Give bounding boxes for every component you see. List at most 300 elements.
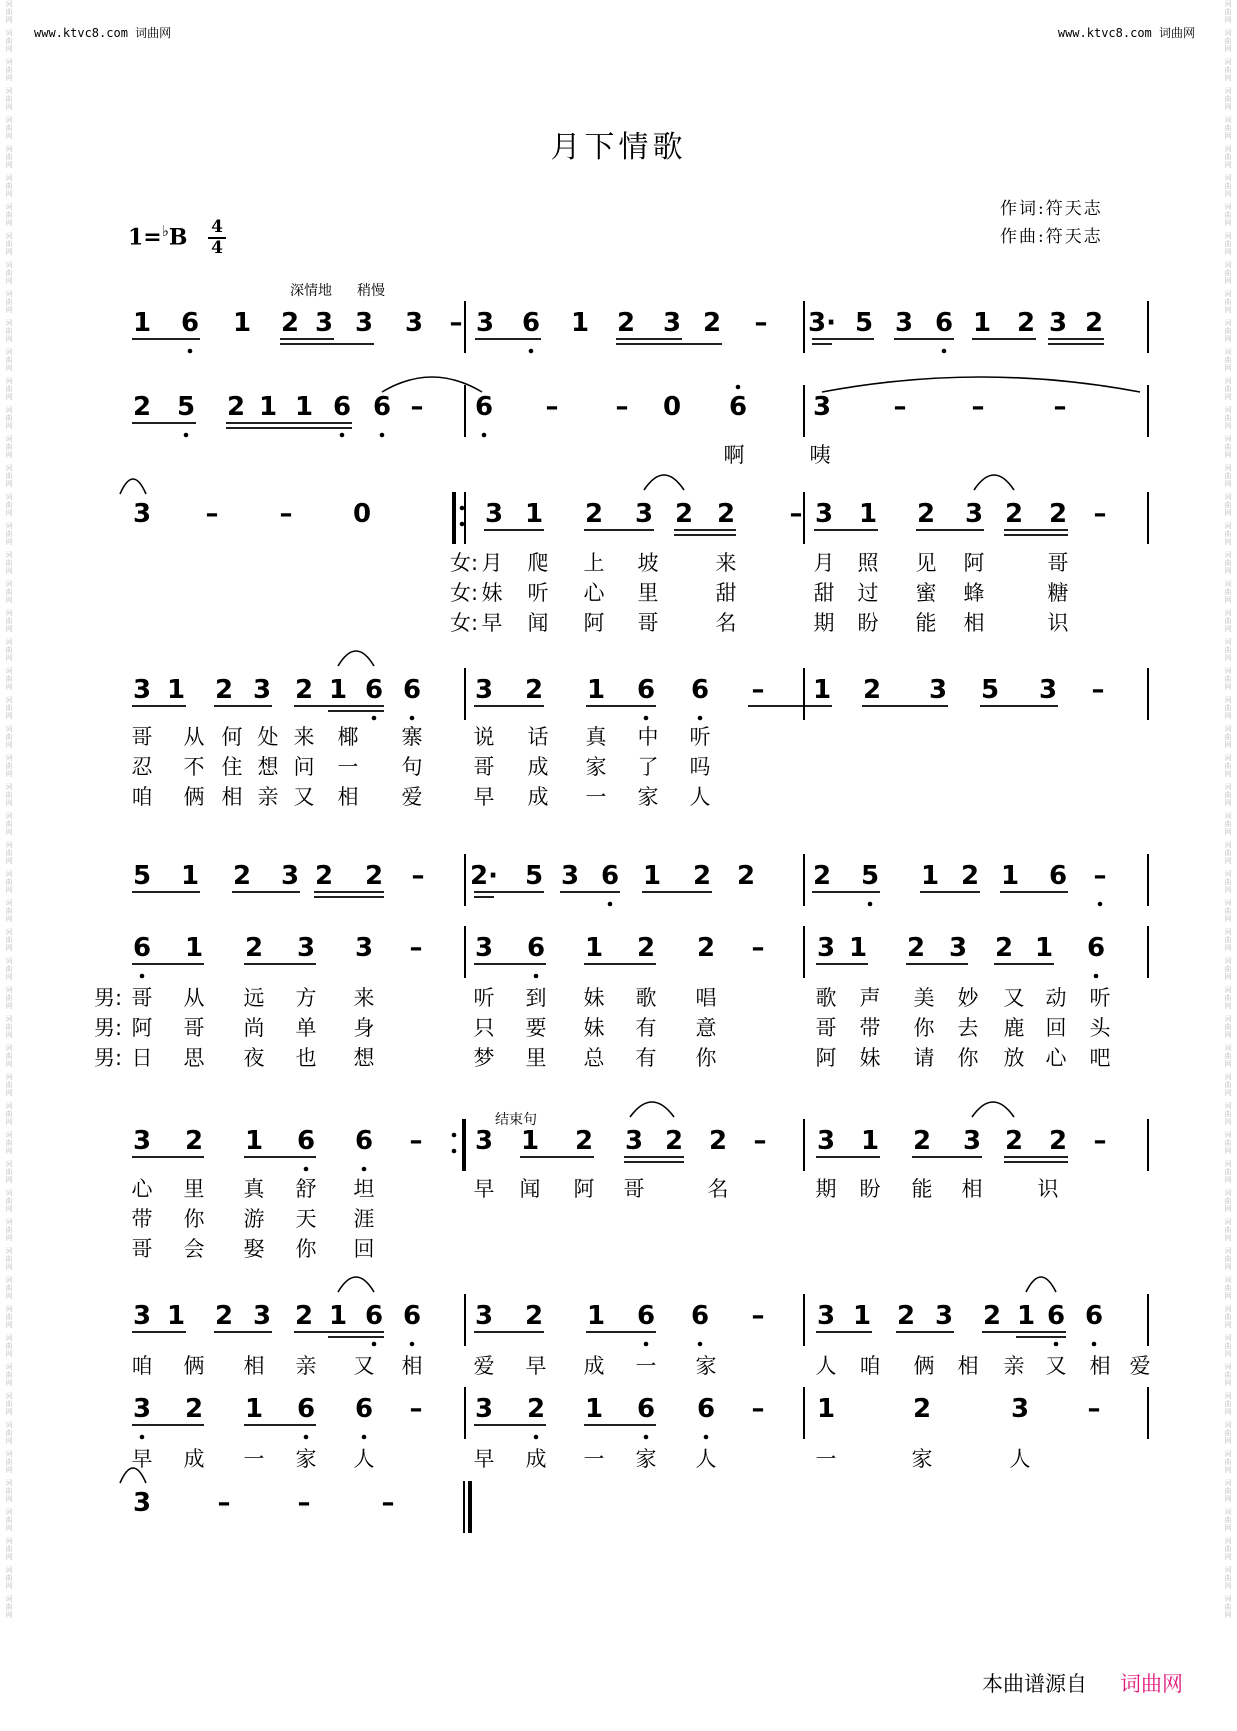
note-1: 1 [584, 933, 604, 963]
watermark-text: 词 曲 网 [5, 551, 13, 575]
note-6: 6 [1086, 933, 1106, 963]
watermark-text: 词 曲 网 [5, 986, 13, 1010]
watermark-text: 词 曲 网 [1224, 696, 1232, 720]
lyric-char: 听 [689, 725, 711, 749]
note-1: 1 [586, 675, 606, 705]
lower-octave-dot [410, 1342, 415, 1347]
note-6: 6 [690, 675, 710, 705]
lyricist-credit: 作词:符天志 [1000, 199, 1103, 219]
note-6: 6 [934, 308, 954, 338]
lyric-char: 家 [637, 785, 659, 809]
watermark-text: 词 曲 网 [1224, 1566, 1232, 1590]
meter-top: 4 [211, 217, 223, 237]
note-6: 6 [728, 392, 748, 422]
lyric-char: 相 [401, 1354, 423, 1378]
lower-octave-dot [1098, 902, 1103, 907]
note-2: 2 [1048, 1126, 1068, 1156]
lyric-char: 一 [337, 755, 359, 779]
lyric-char: 听 [1089, 986, 1111, 1010]
lower-octave-dot [362, 1435, 367, 1440]
lower-octave-dot [340, 433, 345, 438]
note-1: 1 [166, 675, 186, 705]
note-3: 3 [132, 675, 152, 705]
watermark-text: 词 曲 网 [1224, 1276, 1232, 1300]
watermark-text: 词 曲 网 [1224, 232, 1232, 256]
watermark-text: 词 曲 网 [5, 783, 13, 807]
watermark-text: 词 曲 网 [1224, 116, 1232, 140]
lyric-char: 唱 [695, 986, 717, 1010]
note-2: 2 [862, 675, 882, 705]
lyric-char: 住 [221, 755, 243, 779]
lower-octave-dot [868, 902, 873, 907]
watermark-text: 词 曲 网 [5, 435, 13, 459]
watermark-text: 词 曲 网 [5, 116, 13, 140]
note-0: 0 [662, 392, 682, 422]
note-dash: – [409, 933, 423, 963]
note-2: 2 [184, 1126, 204, 1156]
watermark-text: 词 曲 网 [1224, 58, 1232, 82]
composer-credit: 作曲:符天志 [1000, 227, 1103, 247]
note-2: 2 [314, 861, 334, 891]
note-6: 6 [474, 392, 494, 422]
lower-octave-dot [140, 974, 145, 979]
note-dash: – [217, 1488, 231, 1518]
lyric-char: 里 [637, 581, 659, 605]
note-2: 2 [692, 861, 712, 891]
lyric-char: 哥 [623, 1177, 645, 1201]
lyric-char: 坡 [637, 551, 659, 575]
watermark-text: 词 曲 网 [5, 290, 13, 314]
lyric-char: 舒 [295, 1177, 317, 1201]
note-dash: – [1091, 675, 1105, 705]
note-6: 6 [354, 1126, 374, 1156]
lyric-char: 男: [93, 1046, 123, 1070]
lower-octave-dot [534, 974, 539, 979]
note-dash: – [1053, 392, 1067, 422]
lyric-char: 游 [243, 1207, 265, 1231]
note-6: 6 [332, 392, 352, 422]
lyric-char: 说 [473, 725, 495, 749]
note-5: 5 [860, 861, 880, 891]
lower-octave-dot [482, 433, 487, 438]
lower-octave-dot [304, 1435, 309, 1440]
note-5: 5 [854, 308, 874, 338]
note-1: 1 [816, 1394, 836, 1424]
watermark-text: 词 曲 网 [5, 145, 13, 169]
lower-octave-dot [644, 1342, 649, 1347]
watermark-text: 词 曲 网 [5, 174, 13, 198]
note-1: 1 [180, 861, 200, 891]
lyric-char: 识 [1047, 611, 1069, 635]
note-2: 2 [1016, 308, 1036, 338]
lyric-char: 爬 [527, 551, 549, 575]
note-dash: – [1087, 1394, 1101, 1424]
lyric-char: 回 [353, 1237, 375, 1261]
note-2: 2 [280, 308, 300, 338]
lyric-char: 妹 [583, 986, 605, 1010]
lyric-char: 会 [183, 1237, 205, 1261]
watermark-text: 词 曲 网 [5, 464, 13, 488]
lyric-char: 里 [183, 1177, 205, 1201]
watermark-text: 词 曲 网 [1224, 1363, 1232, 1387]
lyric-char: 爱 [473, 1354, 495, 1378]
note-5: 5 [132, 861, 152, 891]
lyric-char: 鹿 [1003, 1016, 1025, 1040]
note-2: 2 [1048, 499, 1068, 529]
note-2: 2 [708, 1126, 728, 1156]
lyric-char: 闻 [519, 1177, 541, 1201]
lyric-char: 意 [695, 1016, 717, 1040]
lower-octave-dot [698, 716, 703, 721]
lyric-char: 妹 [859, 1046, 881, 1070]
watermark-text: 词 曲 网 [1224, 1044, 1232, 1068]
lyric-char: 亲 [257, 785, 279, 809]
note-3: 3 [624, 1126, 644, 1156]
lyric-char: 咦 [809, 443, 831, 467]
note-6: 6 [1048, 861, 1068, 891]
watermark-text: 词 曲 网 [5, 1566, 13, 1590]
lyric-char: 哥 [131, 986, 153, 1010]
lyric-char: 甜 [813, 581, 835, 605]
watermark-text: 词 曲 网 [1224, 1218, 1232, 1242]
watermark-text: 词 曲 网 [5, 1131, 13, 1155]
note-3: 3 [814, 499, 834, 529]
note-dash: – [753, 1126, 767, 1156]
lyric-char: 椰 [337, 725, 359, 749]
lyric-char: 人 [815, 1354, 837, 1378]
lyric-char: 要 [525, 1016, 547, 1040]
lyric-char: 动 [1045, 986, 1067, 1010]
note-3: 3 [816, 1126, 836, 1156]
note-dash: – [381, 1488, 395, 1518]
tie-arc [822, 377, 1140, 392]
lyric-char: 一 [585, 785, 607, 809]
watermark-text: 词 曲 网 [5, 580, 13, 604]
watermark-text: 词 曲 网 [1224, 174, 1232, 198]
lyric-char: 蜂 [963, 581, 985, 605]
note-2: 2 [616, 308, 636, 338]
lyric-char: 成 [527, 755, 549, 779]
watermark-text: 词 曲 网 [1224, 261, 1232, 285]
lyric-char: 家 [911, 1447, 933, 1471]
lyric-char: 有 [635, 1046, 657, 1070]
repeat-dot [452, 1133, 457, 1138]
watermark-text: 词 曲 网 [5, 1247, 13, 1271]
lyric-char: 亲 [295, 1354, 317, 1378]
watermark-text: 词 曲 网 [5, 1595, 13, 1619]
lyric-char: 咱 [131, 1354, 153, 1378]
header-site-right: www.ktvc8.com 词曲网 [1057, 26, 1195, 40]
watermark-text: 词 曲 网 [1224, 1131, 1232, 1155]
lyric-char: 你 [957, 1046, 979, 1070]
note-6: 6 [636, 1301, 656, 1331]
lyric-char: 人 [1009, 1447, 1031, 1471]
lyric-char: 俩 [183, 1354, 205, 1378]
note-3: 3 [474, 933, 494, 963]
note-3: 3 [475, 308, 495, 338]
watermark-text: 词 曲 网 [5, 667, 13, 691]
lyric-char: 你 [183, 1207, 205, 1231]
watermark-text: 词 曲 网 [1224, 551, 1232, 575]
watermark-text: 词 曲 网 [1224, 1189, 1232, 1213]
watermark-text: 词 曲 网 [5, 1334, 13, 1358]
lyric-char: 带 [131, 1207, 153, 1231]
slur-arc [972, 1102, 1014, 1117]
lower-octave-dot [362, 1167, 367, 1172]
watermark-text: 词 曲 网 [1224, 1073, 1232, 1097]
watermark-text: 词 曲 网 [5, 319, 13, 343]
lyric-char: 过 [857, 581, 879, 605]
note-2: 2 [524, 675, 544, 705]
lyric-char: 梦 [473, 1046, 495, 1070]
note-6: 6 [402, 675, 422, 705]
slur-arc [644, 475, 684, 490]
note-2: 2 [214, 675, 234, 705]
lyric-char: 歌 [815, 986, 837, 1010]
watermark-text: 词 曲 网 [1224, 145, 1232, 169]
tempo-mark: 稍慢 [357, 283, 385, 299]
note-3: 3 [816, 1301, 836, 1331]
watermark-text: 词 曲 网 [5, 1102, 13, 1126]
note-3·: 3· [808, 308, 836, 338]
lyric-char: 话 [527, 725, 549, 749]
note-1: 1 [244, 1394, 264, 1424]
note-1: 1 [584, 1394, 604, 1424]
lyric-char: 中 [637, 725, 659, 749]
lower-octave-dot [372, 716, 377, 721]
lyric-char: 从 [183, 986, 205, 1010]
watermark-text: 词 曲 网 [5, 406, 13, 430]
note-6: 6 [521, 308, 541, 338]
lyric-char: 成 [527, 785, 549, 809]
note-dash: – [205, 499, 219, 529]
note-dash: – [751, 933, 765, 963]
note-5: 5 [524, 861, 544, 891]
lyric-char: 总 [583, 1046, 605, 1070]
lyric-char: 成 [525, 1447, 547, 1471]
watermark-text: 词 曲 网 [1224, 319, 1232, 343]
lyric-char: 一 [243, 1447, 265, 1471]
tie-arc [382, 377, 482, 392]
note-6: 6 [600, 861, 620, 891]
lyric-char: 早 [473, 1177, 495, 1201]
note-1: 1 [524, 499, 544, 529]
note-1: 1 [852, 1301, 872, 1331]
lyric-char: 里 [525, 1046, 547, 1070]
lyric-char: 有 [635, 1016, 657, 1040]
lyric-char: 名 [715, 611, 737, 635]
note-3: 3 [474, 675, 494, 705]
watermark-text: 词 曲 网 [1224, 290, 1232, 314]
note-1: 1 [1016, 1301, 1036, 1331]
lyric-char: 女: [449, 551, 479, 575]
footer-source: 本曲谱源自 [982, 1672, 1087, 1696]
note-2: 2 [912, 1126, 932, 1156]
note-2: 2 [674, 499, 694, 529]
watermark-text: 词 曲 网 [1224, 87, 1232, 111]
note-2: 2 [906, 933, 926, 963]
note-2: 2 [912, 1394, 932, 1424]
lower-octave-dot [644, 1435, 649, 1440]
note-1: 1 [184, 933, 204, 963]
watermark-text: 词 曲 网 [5, 1160, 13, 1184]
note-dash: – [789, 499, 803, 529]
note-1: 1 [586, 1301, 606, 1331]
lyric-char: 蜜 [915, 581, 937, 605]
note-2·: 2· [470, 861, 498, 891]
note-2: 2 [702, 308, 722, 338]
watermark-text: 词 曲 网 [1224, 841, 1232, 865]
lyric-char: 来 [715, 551, 737, 575]
note-3: 3 [132, 1126, 152, 1156]
lyric-char: 你 [913, 1016, 935, 1040]
watermark-text: 词 曲 网 [1224, 754, 1232, 778]
lyric-char: 能 [911, 1177, 933, 1201]
note-3: 3 [560, 861, 580, 891]
watermark-text: 词 曲 网 [1224, 1247, 1232, 1271]
note-1: 1 [132, 308, 152, 338]
watermark-text: 词 曲 网 [1224, 957, 1232, 981]
song-title: 月下情歌 [550, 130, 687, 165]
lower-octave-dot [534, 1435, 539, 1440]
note-1: 1 [520, 1126, 540, 1156]
watermark-text: 词 曲 网 [5, 1421, 13, 1445]
lyric-char: 又 [353, 1354, 375, 1378]
slur-arc [338, 1277, 374, 1292]
lyric-char: 忍 [131, 755, 153, 779]
note-2: 2 [664, 1126, 684, 1156]
note-2: 2 [716, 499, 736, 529]
note-2: 2 [244, 933, 264, 963]
lyric-char: 早 [481, 611, 503, 635]
lyric-char: 身 [353, 1016, 375, 1040]
note-6: 6 [636, 1394, 656, 1424]
note-3: 3 [474, 1126, 494, 1156]
note-2: 2 [1004, 499, 1024, 529]
lower-octave-dot [644, 716, 649, 721]
lyric-char: 不 [183, 755, 205, 779]
lyric-char: 人 [695, 1447, 717, 1471]
lyric-char: 月 [481, 551, 503, 575]
note-6: 6 [636, 675, 656, 705]
note-3: 3 [812, 392, 832, 422]
watermark-text: 词 曲 网 [1224, 464, 1232, 488]
note-2: 2 [736, 861, 756, 891]
lower-octave-dot [698, 1342, 703, 1347]
watermark-text: 词 曲 网 [1224, 1595, 1232, 1619]
note-3: 3 [314, 308, 334, 338]
lower-octave-dot [704, 1435, 709, 1440]
watermark-text: 词 曲 网 [1224, 986, 1232, 1010]
watermark-text: 词 曲 网 [5, 957, 13, 981]
lyric-char: 甜 [715, 581, 737, 605]
lyric-char: 一 [583, 1447, 605, 1471]
note-dash: – [971, 392, 985, 422]
lower-octave-dot [372, 1342, 377, 1347]
lyric-char: 娶 [243, 1237, 265, 1261]
watermark-text: 词 曲 网 [1224, 1102, 1232, 1126]
note-3: 3 [662, 308, 682, 338]
watermark-text: 词 曲 网 [5, 1479, 13, 1503]
note-1: 1 [860, 1126, 880, 1156]
lower-octave-dot [608, 902, 613, 907]
lyric-char: 妙 [957, 986, 979, 1010]
watermark-text: 词 曲 网 [1224, 725, 1232, 749]
note-6: 6 [180, 308, 200, 338]
lower-octave-dot [188, 349, 193, 354]
note-2: 2 [982, 1301, 1002, 1331]
note-3: 3 [894, 308, 914, 338]
note-6: 6 [354, 1394, 374, 1424]
watermark-text: 词 曲 网 [1224, 29, 1232, 53]
lyric-char: 真 [585, 725, 607, 749]
lyric-char: 盼 [857, 611, 879, 635]
note-2: 2 [574, 1126, 594, 1156]
watermark-text: 词 曲 网 [5, 1537, 13, 1561]
note-1: 1 [920, 861, 940, 891]
note-3: 3 [252, 1301, 272, 1331]
lyric-char: 美 [913, 986, 935, 1010]
lyric-char: 照 [857, 551, 879, 575]
watermark-text: 词 曲 网 [5, 203, 13, 227]
watermark-text: 词 曲 网 [1224, 1392, 1232, 1416]
note-3: 3 [252, 675, 272, 705]
note-6: 6 [1046, 1301, 1066, 1331]
note-2: 2 [524, 1301, 544, 1331]
watermark-text: 词 曲 网 [1224, 1334, 1232, 1358]
lyric-char: 听 [527, 581, 549, 605]
lyric-char: 也 [295, 1046, 317, 1070]
note-dash: – [751, 675, 765, 705]
lower-octave-dot [140, 1435, 145, 1440]
note-3: 3 [132, 1301, 152, 1331]
note-6: 6 [132, 933, 152, 963]
lyric-char: 啊 [723, 443, 745, 467]
lyric-char: 哥 [1047, 551, 1069, 575]
note-3: 3 [1010, 1394, 1030, 1424]
lyric-char: 了 [637, 755, 659, 779]
lyric-char: 爱 [1129, 1354, 1151, 1378]
note-dash: – [893, 392, 907, 422]
lyric-char: 请 [913, 1046, 935, 1070]
lyric-char: 哥 [473, 755, 495, 779]
lyric-char: 相 [963, 611, 985, 635]
note-3: 3 [934, 1301, 954, 1331]
lyric-char: 吧 [1089, 1046, 1111, 1070]
lyric-char: 去 [957, 1016, 979, 1040]
repeat-dot [460, 522, 465, 527]
note-1: 1 [244, 1126, 264, 1156]
lyric-char: 想 [257, 755, 279, 779]
note-1: 1 [1000, 861, 1020, 891]
lyric-char: 思 [183, 1046, 205, 1070]
note-3: 3 [964, 499, 984, 529]
note-1: 1 [328, 675, 348, 705]
note-6: 6 [364, 675, 384, 705]
watermark-text: 词 曲 网 [5, 1305, 13, 1329]
lyric-char: 又 [1003, 986, 1025, 1010]
lyric-char: 识 [1037, 1177, 1059, 1201]
lyric-char: 夜 [243, 1046, 265, 1070]
lyric-char: 成 [583, 1354, 605, 1378]
lyric-char: 头 [1089, 1016, 1111, 1040]
lyric-char: 你 [295, 1237, 317, 1261]
note-dash: – [409, 1126, 423, 1156]
watermark-text: 词 曲 网 [5, 87, 13, 111]
note-2: 2 [232, 861, 252, 891]
note-2: 2 [364, 861, 384, 891]
lyric-char: 名 [707, 1177, 729, 1201]
